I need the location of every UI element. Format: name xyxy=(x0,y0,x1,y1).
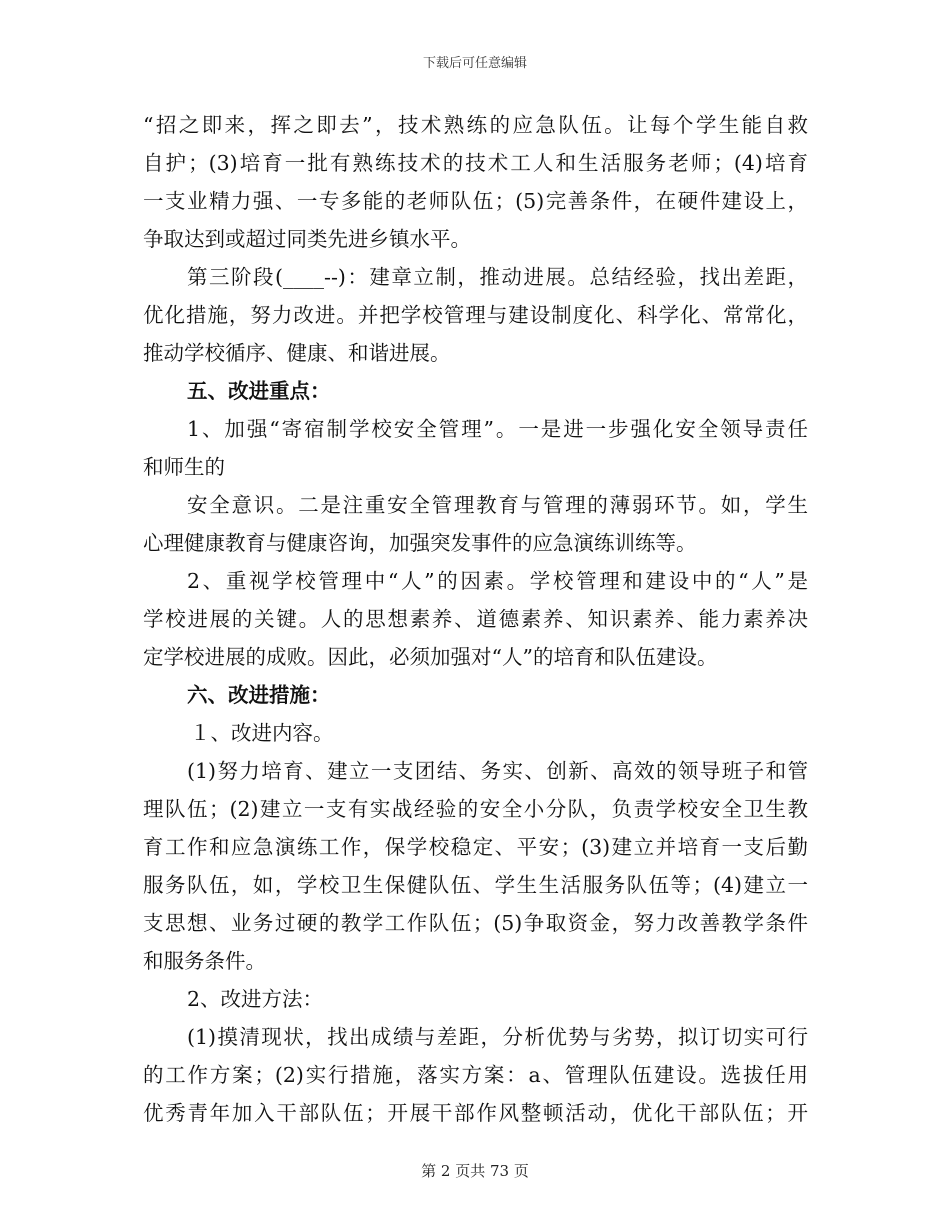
paragraph-line: 支思想、业务过硬的教学工作队伍；(5)争取资金，努力改善教学条件 xyxy=(143,911,808,935)
page-footer: 第 2 页共 73 页 xyxy=(421,1162,529,1180)
paragraph-line: 争取达到或超过同类先进乡镇水平。 xyxy=(143,227,471,251)
paragraph-line: 心理健康教育与健康咨询，加强突发事件的应急演练训练等。 xyxy=(143,531,697,555)
paragraph-line: “招之即来，挥之即去”，技术熟练的应急队伍。让每个学生能自救 xyxy=(143,113,808,137)
section-heading: 六、改进措施： xyxy=(187,683,331,707)
paragraph-line: 一支业精力强、一专多能的老师队伍；(5)完善条件，在硬件建设上， xyxy=(143,189,808,213)
subsection-heading: １、改进内容。 xyxy=(190,721,334,745)
paragraph-line: (1)努力培育、建立一支团结、务实、创新、高效的领导班子和管 xyxy=(187,759,808,783)
paragraph-line: 和服务条件。 xyxy=(143,949,266,973)
paragraph-line: 2、重视学校管理中“人”的因素。学校管理和建设中的“人”是 xyxy=(187,569,808,593)
paragraph-line: 和师生的 xyxy=(143,455,225,479)
section-heading: 五、改进重点： xyxy=(187,379,331,403)
subsection-heading: 2、改进方法： xyxy=(187,987,324,1011)
paragraph-line: 育工作和应急演练工作，保学校稳定、平安；(3)建立并培育一支后勤 xyxy=(143,835,808,859)
paragraph-line: 优化措施，努力改进。并把学校管理与建设制度化、科学化、常常化， xyxy=(143,303,808,327)
paragraph-line: 安全意识。二是注重安全管理教育与管理的薄弱环节。如，学生 xyxy=(187,493,808,517)
paragraph-line: 的工作方案；(2)实行措施，落实方案：a、管理队伍建设。选拔任用 xyxy=(143,1063,808,1087)
paragraph-line: 第三阶段(____--)：建章立制，推动进展。总结经验，找出差距， xyxy=(187,265,808,289)
paragraph-line: 1、加强“寄宿制学校安全管理”。一是进一步强化安全领导责任 xyxy=(187,417,808,441)
paragraph-line: 自护；(3)培育一批有熟练技术的技术工人和生活服务老师；(4)培育 xyxy=(143,151,808,175)
paragraph-line: 推动学校循序、健康、和谐进展。 xyxy=(143,341,451,365)
paragraph-line: 服务队伍，如，学校卫生保健队伍、学生生活服务队伍等；(4)建立一 xyxy=(143,873,808,897)
paragraph-line: 优秀青年加入干部队伍；开展干部作风整顿活动，优化干部队伍；开 xyxy=(143,1101,808,1125)
paragraph-line: 理队伍；(2)建立一支有实战经验的安全小分队，负责学校安全卫生教 xyxy=(143,797,808,821)
page-header: 下载后可任意编辑 xyxy=(422,56,527,71)
paragraph-line: 学校进展的关键。人的思想素养、道德素养、知识素养、能力素养决 xyxy=(143,607,808,631)
paragraph-line: 定学校进展的成败。因此，必须加强对“人”的培育和队伍建设。 xyxy=(143,645,718,669)
paragraph-line: (1)摸清现状，找出成绩与差距，分析优势与劣势，拟订切实可行 xyxy=(187,1025,808,1049)
